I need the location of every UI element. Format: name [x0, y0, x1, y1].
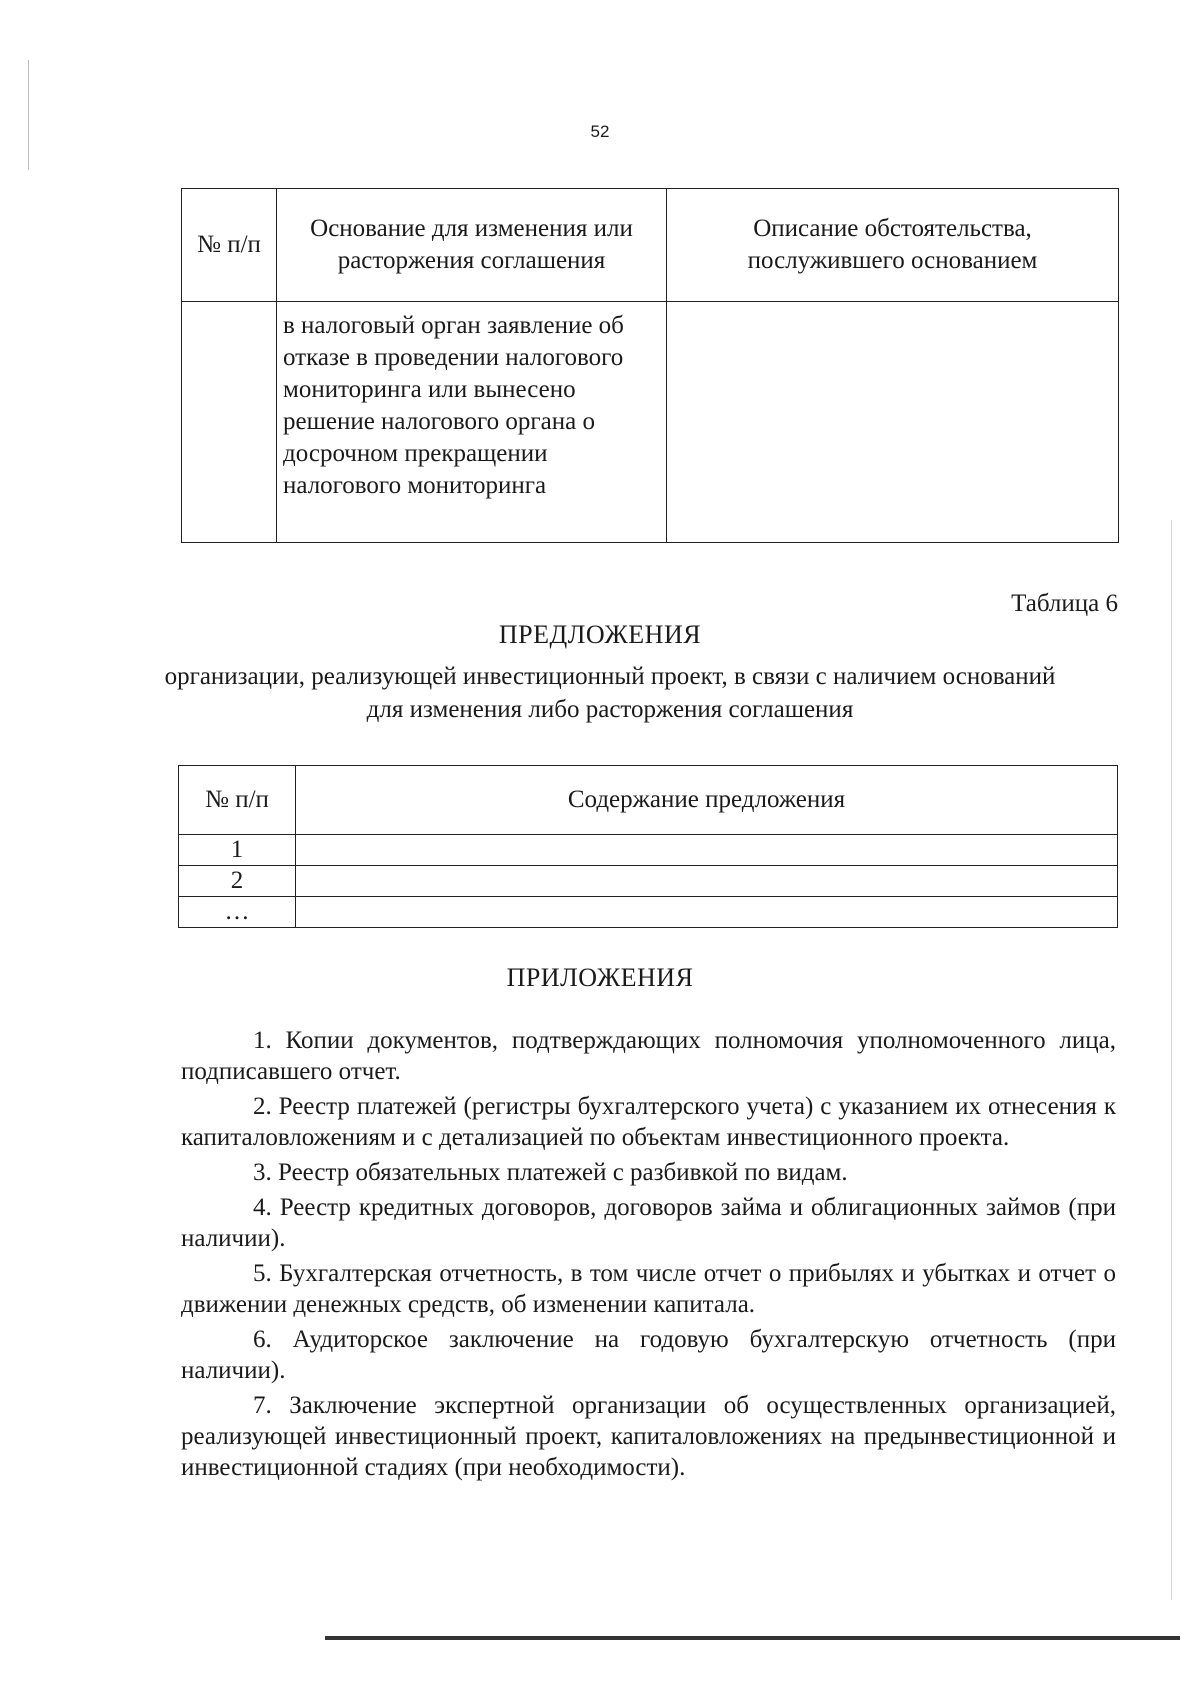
table-row	[182, 302, 1119, 543]
list-item: 2. Реестр платежей (регистры бухгалтерского учета) с указанием их отнесения к капиталовложениям и с детализацией по объектам инвестиционного проекта.	[181, 1093, 1116, 1151]
appendices-list	[181, 1025, 1116, 1487]
list-item: 3. Реестр обязательных платежей с разбивкой по видам.	[253, 1159, 848, 1186]
table-row	[179, 897, 1118, 928]
table-row	[179, 866, 1118, 897]
scan-artifact-left	[28, 60, 29, 170]
section-title: ПРЕДЛОЖЕНИЯ	[498, 620, 702, 649]
cell-description	[667, 302, 1119, 543]
list-item: 7. Заключение экспертной организации об осуществленных организацией, реализующей инвестиционный проект, капиталовложениях на предынвестиционной и инвестиционной стадиях (при необходимости).	[181, 1392, 1116, 1481]
list-item: 5. Бухгалтерская отчетность, в том числе отчет о прибылях и убытках и отчет о движении денежных средств, об изменении капитала.	[181, 1260, 1116, 1318]
list-item: 6. Аудиторское заключение на годовую бухгалтерскую отчетность (при наличии).	[181, 1326, 1116, 1384]
row-content	[296, 897, 1118, 928]
scan-artifact-bottom	[325, 1636, 1180, 1640]
table-header-row	[182, 189, 1119, 302]
header-number: № п/п	[179, 766, 296, 835]
continuation-table	[181, 188, 1119, 543]
proposals-table	[178, 765, 1118, 928]
section-subtitle: организации, реализующей инвестиционный проект, в связи с наличием оснований для изменения либо расторжения соглашения	[164, 663, 1056, 723]
page-number: 52	[590, 122, 610, 141]
header-number: № п/п	[182, 189, 277, 302]
row-number: 2	[179, 866, 296, 897]
row-number: 1	[179, 835, 296, 866]
table-header-row	[179, 766, 1118, 835]
row-number: …	[179, 897, 296, 928]
header-content: Содержание предложения	[296, 766, 1118, 835]
row-content	[296, 866, 1118, 897]
row-content	[296, 835, 1118, 866]
list-item: 4. Реестр кредитных договоров, договоров займа и облигационных займов (при наличии).	[181, 1194, 1116, 1252]
appendices-title: ПРИЛОЖЕНИЯ	[506, 963, 694, 992]
table-label: Таблица 6	[1011, 590, 1118, 617]
list-item: 1. Копии документов, подтверждающих полномочия уполномоченного лица, подписавшего отчет.	[181, 1027, 1116, 1085]
table-row	[179, 835, 1118, 866]
header-description: Описание обстоятельства, послужившего основанием	[667, 189, 1119, 302]
header-basis: Основание для изменения или расторжения соглашения	[277, 189, 667, 302]
cell-basis: в налоговый орган заявление об отказе в проведении налогового мониторинга или вынесено решение налогового органа о досрочном прекращении налогового мониторинга	[277, 302, 667, 543]
cell-number	[182, 302, 277, 543]
scan-artifact-right	[1171, 520, 1172, 1600]
